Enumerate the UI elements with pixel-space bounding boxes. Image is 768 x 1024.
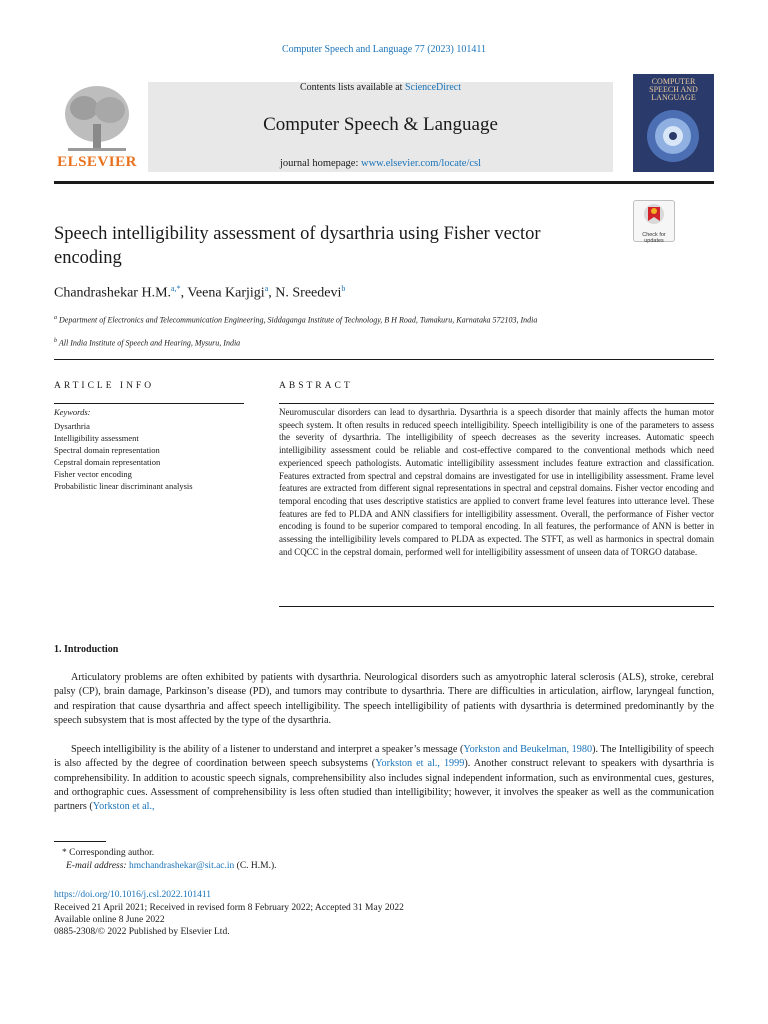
contents-line	[148, 82, 613, 93]
author-name[interactable]: N. Sreedevi	[275, 285, 342, 301]
citation-link[interactable]: Yorkston et al.,	[92, 801, 155, 813]
keywords-label: Keywords:	[54, 407, 91, 417]
copyright: 0885-2308/© 2022 Published by Elsevier Ltd.	[54, 927, 230, 937]
affiliation-mark: a	[54, 315, 57, 321]
email-link[interactable]: hmchandrashekar@sit.ac.in	[128, 861, 235, 871]
affiliation-text: Department of Electronics and Telecommunication Engineering, Siddaganga Institute of Technology, B H Road, Tumakuru, Karnataka 572103, India	[59, 315, 538, 325]
keywords-list	[54, 420, 193, 492]
citation-link[interactable]: Yorkston and Beukelman, 1980	[463, 744, 593, 755]
author-marks[interactable]: b	[341, 284, 346, 293]
keyword: Spectral domain representation	[54, 445, 160, 455]
email-note	[66, 860, 277, 872]
cover-title: COMPUTER SPEECH AND LANGUAGE	[649, 77, 698, 102]
author-list	[54, 284, 345, 302]
available-online: Available online 8 June 2022	[54, 915, 165, 925]
intro-text: ). The Intelligibility of speech is also affected by the degree of coordination between speech subsystems (	[54, 744, 714, 770]
received-dates: Received 21 April 2021; Received in revised form 8 February 2022; Accepted 31 May 2022	[54, 903, 404, 913]
abstract-text: Neuromuscular disorders can lead to dysarthria. Dysarthria is a speech disorder that mainly affects the human motor speech system. It often results in reduced speech intelligibility. Speech intelligibility is one of the parameters to assess the severity of dysarthria. The intelligibility of speech decreases as the severity increases. Automatic speech intelligibility assessment could be reliable and cost-effective compared to the conventional methods which need experienced speech pathologists. Automatic intelligibility assessment includes feature extraction and classification. Features extracted from spectral and cepstral domains are investigated for use in intelligibility assessment. Frame level features are extracted from different signal representations in spectral and cepstral domains. Fisher vector encoding and temporal encoding that uses descriptive statistics are applied to convert frame level features into utterance level. These features are fed to PLDA and ANN classifiers for intelligibility assessment. Overall, the performance of Fisher vector encoding is found to be superior compared to temporal encoding. In all features, the performance of ANN is better in assessing the intelligibility levels compared to PLDA as expected. The STFT, as well as harmonics in spectral domain and CQCC in the cepstral domain, performed well for intelligibility assessment of unseen data of TORGO database.	[279, 407, 714, 557]
affiliation-rule	[54, 359, 714, 360]
affiliation-text: All India Institute of Speech and Hearing, Mysuru, India	[58, 338, 241, 348]
affiliation	[54, 336, 614, 349]
keyword: Probabilistic linear discriminant analysis	[54, 481, 193, 491]
author-name[interactable]: Chandrashekar H.M.	[54, 285, 172, 301]
author-separator: ,	[268, 285, 276, 301]
email-suffix: (C. H.M.).	[234, 861, 277, 871]
elsevier-logo	[54, 80, 140, 174]
keyword: Intelligibility assessment	[54, 433, 139, 443]
journal-homepage	[148, 158, 613, 169]
abstract-bottom-rule	[279, 606, 714, 607]
keyword: Dysarthria	[54, 421, 90, 431]
elsevier-wordmark: ELSEVIER	[57, 154, 137, 170]
abstract-heading: ABSTRACT	[279, 381, 353, 391]
homepage-prefix: journal homepage:	[279, 158, 362, 169]
author-marks[interactable]: a	[264, 284, 269, 293]
intro-text: Speech intelligibility is the ability of a listener to understand and interpret a speaker’s message (	[71, 744, 464, 755]
crossmark-icon	[634, 201, 674, 227]
keyword: Fisher vector encoding	[54, 469, 132, 479]
sciencedirect-link[interactable]: ScienceDirect	[404, 82, 462, 93]
check-for-updates-label: Check for updates	[642, 232, 666, 244]
author-separator: ,	[180, 285, 188, 301]
abstract-top-rule	[279, 403, 714, 404]
footnote-rule	[54, 841, 106, 842]
section-heading-introduction: 1. Introduction	[54, 644, 119, 655]
intro-text: ). Another construct relevant to speakers with dysarthria is comprehensibility. In addition to acoustic speech signals, comprehensibility also includes signal independent information, such as environmental cues, gestures, and orthographic cues. Assessment of comprehensibility is less often studied than intelligibility; however, it involves the speaker as well as the communication partners (	[54, 758, 714, 813]
affiliation	[54, 313, 614, 326]
author-marks[interactable]: a,*	[171, 284, 181, 293]
header-rule	[54, 181, 714, 184]
affiliation-mark: b	[54, 338, 57, 344]
homepage-link[interactable]: www.elsevier.com/locate/csl	[361, 158, 482, 169]
check-for-updates-button[interactable]	[633, 200, 675, 242]
author-name[interactable]: Veena Karjigi	[187, 285, 265, 301]
keyword: Cepstral domain representation	[54, 457, 161, 467]
citation-link[interactable]: Yorkston et al., 1999	[375, 758, 465, 770]
journal-citation[interactable]: Computer Speech and Language 77 (2023) 101411	[281, 44, 487, 55]
doi-link[interactable]: https://doi.org/10.1016/j.csl.2022.101411	[54, 890, 212, 900]
article-info-rule	[54, 403, 244, 404]
paper-title: Speech intelligibility assessment of dysarthria using Fisher vector encoding	[54, 224, 541, 268]
contents-prefix: Contents lists available at	[299, 82, 405, 93]
intro-paragraph-2	[54, 743, 714, 814]
article-info-heading: ARTICLE INFO	[54, 381, 155, 391]
corresponding-author-note: * Corresponding author.	[62, 848, 155, 858]
intro-paragraph-1: Articulatory problems are often exhibited by patients with dysarthria. Neurological disorders such as amyotrophic lateral sclerosis (ALS), stroke, cerebral palsy (CP), brain damage, Parkinson’s disease (PD), and tumors may contribute to dysarthria. There are difficulties in articulation, airflow, laryngeal function, and respiration that cause dysarthria and affect speech intelligibility. The speech intelligibility of patients with dysarthria is determined predominantly by the speech subsystem that is most affected by the type of the dysarthria.	[54, 672, 714, 726]
email-label: E-mail address:	[66, 861, 129, 871]
journal-title: Computer Speech & Language	[263, 114, 498, 135]
